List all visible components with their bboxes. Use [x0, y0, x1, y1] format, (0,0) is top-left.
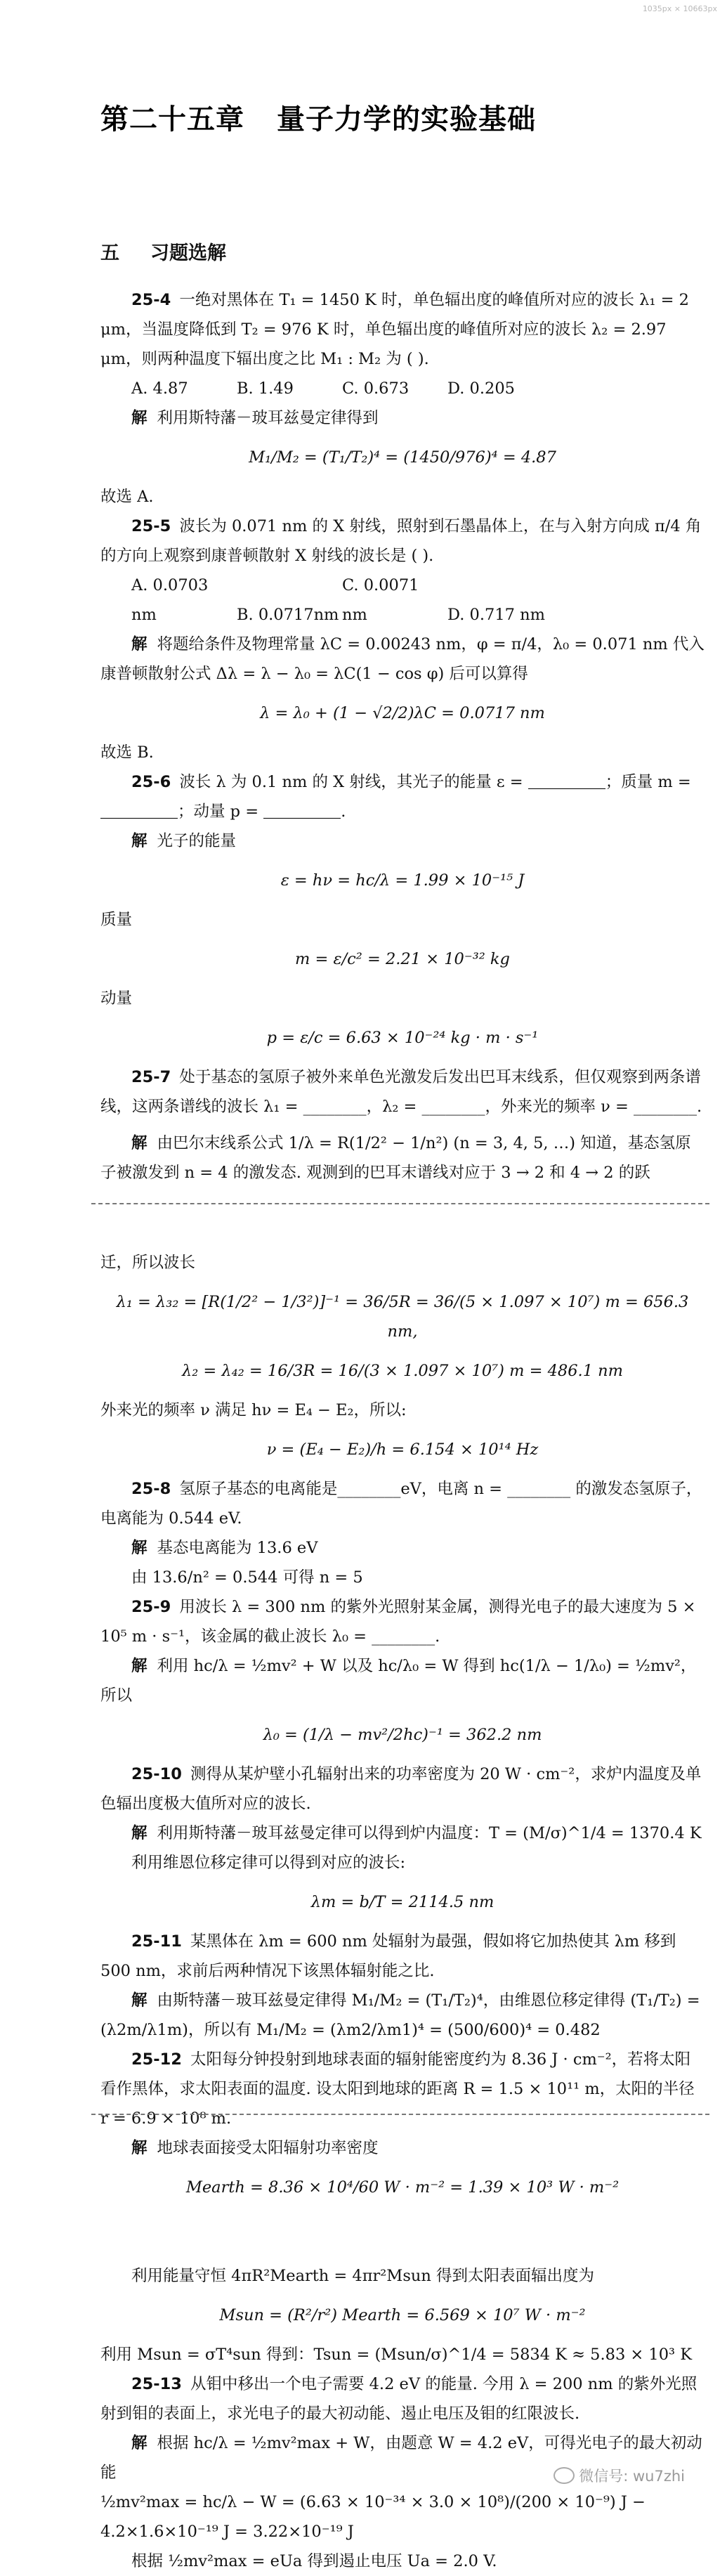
page-break-gap: [100, 1188, 705, 1248]
problem-number: 25-6: [131, 773, 171, 791]
solution-label: 解: [131, 409, 148, 427]
solution-text: 利用 hc/λ = ½mv² + W 以及 hc/λ₀ = W 得到 hc(1/λ − 1/λ₀) = ½mv²，所以: [100, 1657, 697, 1705]
solution-label: 解: [131, 832, 148, 850]
answer: 故选 A.: [100, 488, 154, 506]
watermark: [554, 2465, 685, 2486]
solution-text: 将题给条件及物理常量 λC = 0.00243 nm，φ = π/4，λ₀ = 0.071 nm 代入康普顿散射公式 Δλ = λ − λ₀ = λC(1 − cos φ) 后可以算得: [100, 635, 705, 683]
option-b: B. 1.49: [237, 379, 294, 398]
problem-number: 25-8: [131, 1480, 171, 1498]
text-line: 动量: [100, 989, 133, 1008]
page-divider: [91, 2114, 709, 2116]
problem-stem: 氢原子基态的电离能是________eV，电离 n = ________ 的激发态氢原子，电离能为 0.544 eV.: [100, 1480, 702, 1528]
solution-text: 基态电离能为 13.6 eV: [157, 1539, 318, 1557]
option-a: A. 4.87: [131, 379, 188, 398]
problem-number: 25-9: [131, 1598, 171, 1616]
answer-blank: [100, 802, 178, 819]
problem-25-9: [100, 1592, 705, 1750]
option-d: D. 0.717 nm: [447, 606, 545, 624]
problem-number: 25-5: [131, 517, 171, 535]
problem-stem-part-1: 波长 λ 为 0.1 nm 的 X 射线，其光子的能量 ε =: [179, 773, 523, 791]
solution-label: 解: [131, 2434, 148, 2452]
problem-stem: 某黑体在 λm = 600 nm 处辐射为最强，假如将它加热使其 λm 移到 500 nm，求前后两种情况下该黑体辐射能之比.: [100, 1932, 676, 1980]
problem-25-5: [100, 512, 705, 767]
equation: λ₀ = (1/λ − mv²/2hc)⁻¹ = 362.2 nm: [263, 1726, 542, 1744]
solution-text: 由巴尔末线系公式 1/λ = R(1/2² − 1/n²) (n = 3, 4, 5, …) 知道，基态氢原子被激发到 n = 4 的激发态. 观测到的巴耳末谱线对应于 3 → 2 和 4 → 2 的跃: [100, 1134, 691, 1182]
problem-number: 25-13: [131, 2375, 182, 2393]
solution-text: 根据 hc/λ = ½mv²max + W，由题意 W = 4.2 eV，可得光电子的最大初动能: [100, 2434, 702, 2482]
page-divider: [91, 1203, 709, 1205]
problem-25-4: [100, 285, 705, 512]
options-list: [100, 374, 705, 403]
solution-label: 解: [131, 1657, 148, 1675]
problems-body: [100, 285, 705, 2576]
options-list: [100, 571, 705, 630]
equation: M₁/M₂ = (T₁/T₂)⁴ = (1450/976)⁴ = 4.87: [249, 448, 556, 467]
option-c: C. 0.0071 nm: [342, 576, 419, 624]
equation: ν = (E₄ − E₂)/h = 6.154 × 10¹⁴ Hz: [266, 1440, 539, 1459]
chapter-name: 量子力学的实验基础: [277, 103, 536, 136]
text-line: 迁，所以波长: [100, 1254, 196, 1272]
problem-stem: 处于基态的氢原子被外来单色光激发后发出巴耳末线系，但仅观察到两条谱线，这两条谱线的波长 λ₁ = ________，λ₂ = ________，外来光的频率 ν = ________.: [100, 1068, 702, 1116]
section-heading: [100, 238, 226, 265]
option-b: B. 0.0717nm: [237, 606, 339, 624]
answer-blank: [263, 802, 341, 819]
problem-stem: 从钼中移出一个电子需要 4.2 eV 的能量. 今用 λ = 200 nm 的紫外光照射到钼的表面上，求光电子的最大初动能、遏止电压及钼的红限波长.: [100, 2375, 697, 2423]
solution-label: 解: [131, 1539, 148, 1557]
equation: m = ε/c² = 2.21 × 10⁻³² kg: [295, 950, 510, 968]
equation: λ₂ = λ₄₂ = 16/3R = 16/(3 × 1.097 × 10⁷) m = 486.1 nm: [181, 1362, 623, 1380]
problem-stem: 用波长 λ = 300 nm 的紫外光照射某金属，测得光电子的最大速度为 5 × 10⁵ m · s⁻¹，该金属的截止波长 λ₀ = ________.: [100, 1598, 696, 1646]
solution-text: 由斯特藩－玻耳兹曼定律得 M₁/M₂ = (T₁/T₂)⁴，由维恩位移定律得 (T₁/T₂) = (λ2m/λ1m)，所以有 M₁/M₂ = (λm2/λm1)⁴ = (500/600)⁴ = 0.482: [100, 1991, 700, 2039]
solution-text: 利用斯特藩－玻耳兹曼定律可以得到炉内温度：T = (M/σ)^1/4 = 1370.4 K: [157, 1824, 702, 1842]
option-a: A. 0.0703 nm: [131, 576, 209, 624]
chapter-title: [100, 97, 536, 137]
text-line: 外来光的频率 ν 满足 hν = E₄ − E₂，所以:: [100, 1401, 407, 1419]
solution-label: 解: [131, 1134, 148, 1152]
problem-number: 25-7: [131, 1068, 171, 1086]
chapter-number: 第二十五章: [100, 103, 244, 136]
text-line: 利用能量守恒 4πR²Mearth = 4πr²Msun 得到太阳表面辐出度为: [131, 2267, 595, 2285]
problem-stem: 太阳每分钟投射到地球表面的辐射能密度约为 8.36 J · cm⁻²，若将太阳看作黑体，求太阳表面的温度. 设太阳到地球的距离 R = 1.5 × 10¹¹ m，太阳的半径 r = 6.9 × 10⁸ m.: [100, 2050, 695, 2128]
equation: λ = λ₀ + (1 − √2/2)λC = 0.0717 nm: [260, 704, 545, 722]
equation: p = ε/c = 6.63 × 10⁻²⁴ kg · m · s⁻¹: [266, 1029, 539, 1047]
equation: λ₁ = λ₃₂ = [R(1/2² − 1/3²)]⁻¹ = 36/5R = 36/(5 × 1.097 × 10⁷) m = 656.3 nm,: [116, 1293, 689, 1341]
problem-25-12: [100, 2045, 705, 2369]
problem-stem: 波长为 0.071 nm 的 X 射线，照射到石墨晶体上，在与入射方向成 π/4 角的方向上观察到康普顿散射 X 射线的波长是 ( ).: [100, 517, 702, 565]
solution-text: 光子的能量: [157, 832, 237, 850]
watermark-text: 微信号: wu7zhi: [579, 2468, 685, 2485]
equation: ε = hν = hc/λ = 1.99 × 10⁻¹⁵ J: [280, 871, 525, 890]
problem-number: 25-4: [131, 291, 171, 309]
text-line: 根据 ½mv²max = eUa 得到遏止电压 Ua = 2.0 V.: [131, 2552, 497, 2570]
answer: 故选 B.: [100, 743, 154, 762]
problem-stem-part-3: ；动量 p =: [178, 802, 259, 821]
problem-stem-part-2: ；质量 m =: [605, 773, 691, 791]
text-line: 质量: [100, 911, 133, 929]
text-line: 利用 Msun = σT⁴sun 得到：Tsun = (Msun/σ)^1/4 = 5834 K ≈ 5.83 × 10³ K: [100, 2346, 693, 2364]
problem-25-6: 25-6 波长 λ 为 0.1 nm 的 X 射线，其光子的能量 ε = ；质量 m = ；动量 p = . 解 光子的能量 ε = hν = hc/λ = 1.99 × 10⁻¹⁵ J 质量 m = ε/c² = 2.21 × 10⁻³² kg 动量 p = ε/c = 6.63 × 10⁻²⁴ kg · m · s⁻¹: [100, 767, 705, 1053]
equation: Msun = (R²/r²) Mearth = 6.569 × 10⁷ W · m⁻²: [219, 2306, 586, 2324]
problem-25-11: [100, 1927, 705, 2045]
page-break-gap: [100, 2212, 705, 2261]
equation: ½mv²max = hc/λ − W = (6.63 × 10⁻³⁴ × 3.0 × 10⁸)/(200 × 10⁻⁹) J − 4.2×1.6×10⁻¹⁹ J = 3.22×10⁻¹⁹ J: [100, 2493, 646, 2541]
image-size-label: 1035px × 10663px: [642, 4, 717, 13]
solution-text: 利用斯特藩－玻耳兹曼定律得到: [157, 409, 379, 427]
equation: λm = b/T = 2114.5 nm: [310, 1893, 495, 1911]
solution-label: 解: [131, 2139, 148, 2157]
problem-stem: 测得从某炉壁小孔辐射出来的功率密度为 20 W · cm⁻²，求炉内温度及单色辐出度极大值所对应的波长.: [100, 1765, 702, 1813]
option-c: C. 0.673: [342, 379, 410, 398]
section-name: 习题选解: [150, 242, 226, 264]
problem-25-8: [100, 1474, 705, 1592]
problem-number: 25-11: [131, 1932, 182, 1951]
text-line: 利用维恩位移定律可以得到对应的波长:: [131, 1854, 406, 1872]
section-number: 五: [100, 242, 119, 264]
problem-number: 25-10: [131, 1765, 182, 1783]
text-line: 由 13.6/n² = 0.544 可得 n = 5: [131, 1568, 363, 1587]
answer-blank: [528, 773, 605, 789]
problem-number: 25-12: [131, 2050, 182, 2069]
solution-label: 解: [131, 1824, 148, 1842]
solution-label: 解: [131, 635, 148, 653]
option-d: D. 0.205: [447, 379, 515, 398]
wechat-icon: [554, 2467, 575, 2484]
equation: Mearth = 8.36 × 10⁴/60 W · m⁻² = 1.39 × 10³ W · m⁻²: [185, 2178, 620, 2197]
solution-text: 地球表面接受太阳辐射功率密度: [157, 2139, 379, 2157]
problem-25-7: [100, 1062, 705, 1464]
problem-25-10: [100, 1759, 705, 1917]
solution-label: 解: [131, 1991, 148, 2010]
problem-stem: 一绝对黑体在 T₁ = 1450 K 时，单色辐出度的峰值所对应的波长 λ₁ = 2 μm，当温度降低到 T₂ = 976 K 时，单色辐出度的峰值所对应的波长 λ₂ = 2.97 μm，则两种温度下辐出度之比 M₁ : M₂ 为 ( ).: [100, 291, 689, 368]
